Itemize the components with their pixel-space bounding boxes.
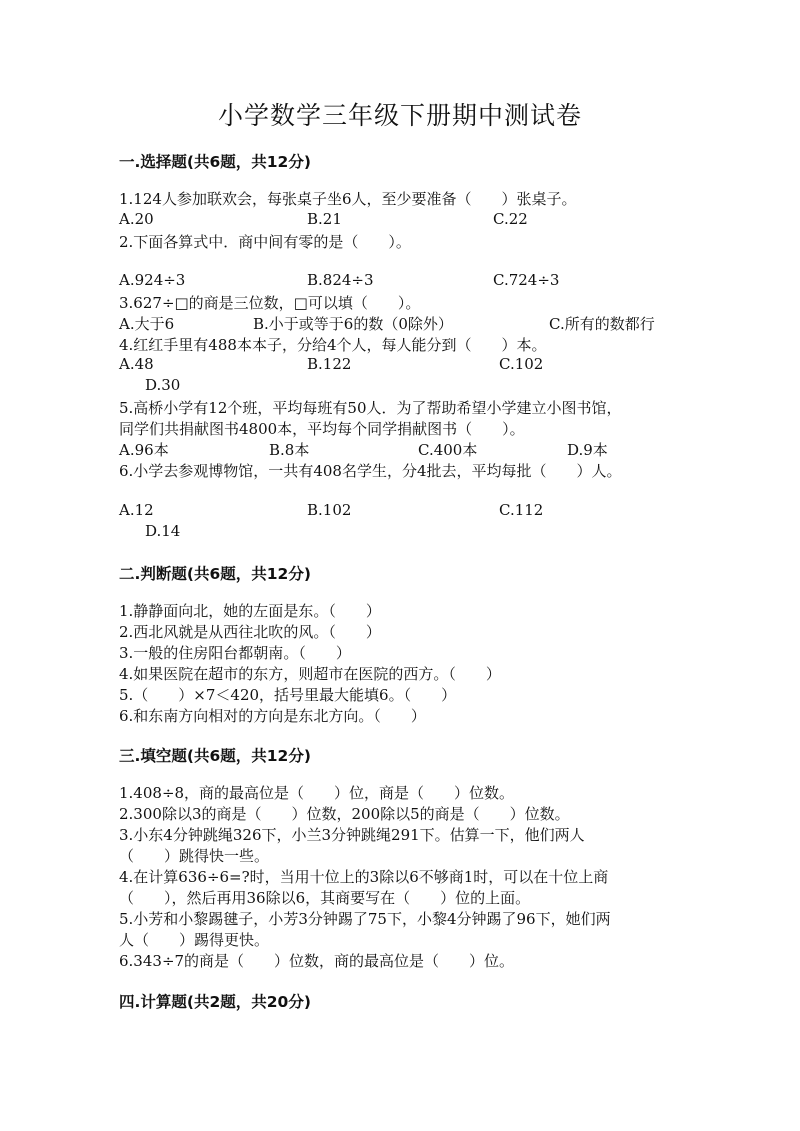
judge-item: 3.一般的住房阳台都朝南。（ ）	[119, 644, 351, 662]
choice-q3-text: 3.627÷□的商是三位数，□可以填（ ）。	[119, 294, 421, 312]
section-calc-heading: 四.计算题(共2题，共20分)	[119, 993, 311, 1011]
judge-item: 6.和东南方向相对的方向是东北方向。（ ）	[119, 707, 426, 725]
choice-q5-text-line2: 同学们共捐献图书4800本，平均每个同学捐献图书（ ）。	[119, 420, 525, 438]
fill-line: 6.343÷7的商是（ ）位数，商的最高位是（ ）位。	[119, 952, 515, 970]
choice-q5-option-c: C.400本	[418, 441, 478, 459]
fill-line: 5.小芳和小黎踢毽子，小芳3分钟踢了75下，小黎4分钟踢了96下，她们两	[119, 910, 611, 928]
choice-q4-option-b: B.122	[307, 355, 352, 373]
choice-q1-text: 1.124人参加联欢会，每张桌子坐6人，至少要准备（ ）张桌子。	[119, 190, 577, 208]
choice-q4-text: 4.红红手里有488本本子，分给4个人，每人能分到（ ）本。	[119, 336, 547, 354]
choice-q6-option-d: D.14	[145, 522, 181, 540]
judge-item: 5.（ ）×7＜420，括号里最大能填6。（ ）	[119, 686, 457, 704]
fill-line: （ ），然后再用36除以6，其商要写在（ ）位的上面。	[119, 889, 531, 907]
judge-item: 2.西北风就是从西往北吹的风。（ ）	[119, 623, 381, 641]
fill-line: 2.300除以3的商是（ ）位数，200除以5的商是（ ）位数。	[119, 805, 570, 823]
choice-q5-option-d: D.9本	[567, 441, 608, 459]
choice-q4-option-d: D.30	[145, 376, 181, 394]
choice-q3-option-a: A.大于6	[119, 315, 175, 333]
fill-line: （ ）跳得快一些。	[119, 847, 270, 865]
choice-q6-option-c: C.112	[499, 501, 544, 519]
choice-q4-option-c: C.102	[499, 355, 544, 373]
choice-q2-option-a: A.924÷3	[119, 271, 186, 289]
choice-q2-text: 2.下面各算式中．商中间有零的是（ ）。	[119, 233, 411, 251]
fill-line: 1.408÷8，商的最高位是（ ）位，商是（ ）位数。	[119, 784, 515, 802]
page-title: 小学数学三年级下册期中测试卷	[217, 101, 582, 130]
choice-q1-option-b: B.21	[307, 210, 342, 228]
choice-q4-option-a: A.48	[119, 355, 154, 373]
section-judge-heading: 二.判断题(共6题，共12分)	[119, 565, 311, 583]
fill-line: 人（ ）踢得更快。	[119, 931, 270, 949]
choice-q1-option-c: C.22	[493, 210, 528, 228]
choice-q2-option-c: C.724÷3	[493, 271, 560, 289]
choice-q1-option-a: A.20	[119, 210, 154, 228]
choice-q3-option-c: C.所有的数都行	[549, 315, 655, 333]
section-fill-heading: 三.填空题(共6题，共12分)	[119, 747, 311, 765]
judge-item: 1.静静面向北，她的左面是东。（ ）	[119, 602, 381, 620]
choice-q6-option-a: A.12	[119, 501, 154, 519]
choice-q3-option-b: B.小于或等于6的数（0除外）	[253, 315, 453, 333]
choice-q6-option-b: B.102	[307, 501, 352, 519]
choice-q5-text-line1: 5.高桥小学有12个班，平均每班有50人．为了帮助希望小学建立小图书馆，	[119, 399, 622, 417]
fill-line: 4.在计算636÷6=?时，当用十位上的3除以6不够商1时，可以在十位上商	[119, 868, 609, 886]
choice-q6-text: 6.小学去参观博物馆，一共有408名学生，分4批去，平均每批（ ）人。	[119, 462, 622, 480]
choice-q5-option-b: B.8本	[269, 441, 310, 459]
section-choice-heading: 一.选择题(共6题，共12分)	[119, 153, 311, 171]
judge-item: 4.如果医院在超市的东方，则超市在医院的西方。（ ）	[119, 665, 501, 683]
choice-q5-option-a: A.96本	[119, 441, 169, 459]
fill-line: 3.小东4分钟跳绳326下，小兰3分钟跳绳291下。估算一下，他们两人	[119, 826, 585, 844]
choice-q2-option-b: B.824÷3	[307, 271, 374, 289]
